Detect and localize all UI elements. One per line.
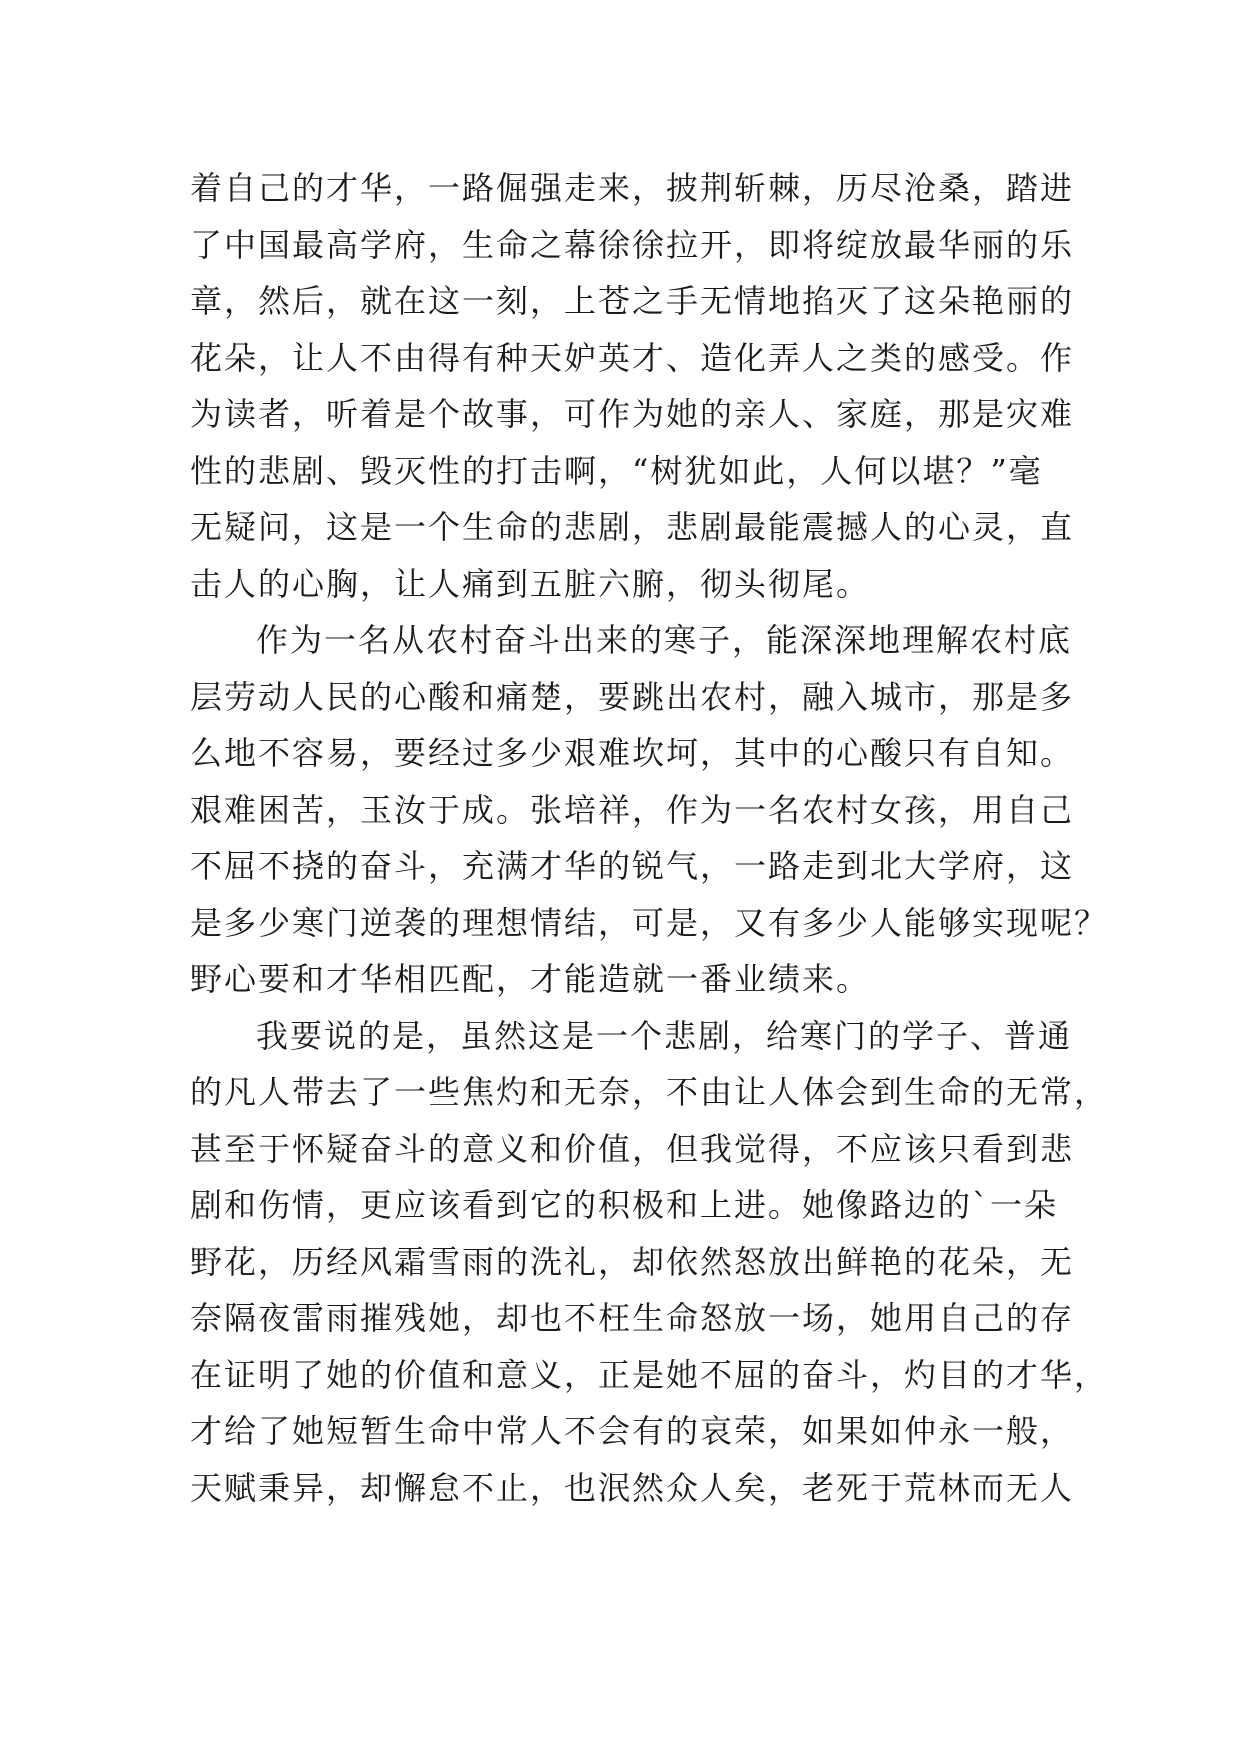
body-text bbox=[190, 160, 1109, 1516]
text-line: 是多少寒门逆袭的理想情结，可是，又有多少人能够实现呢？ bbox=[190, 903, 1109, 942]
text-line: 章，然后，就在这一刻，上苍之手无情地掐灭了这朵艳丽的 bbox=[190, 282, 1075, 320]
text-line: 艰难困苦，玉汝于成。张培祥，作为一名农村女孩，用自己 bbox=[190, 790, 1075, 829]
text-line: 的凡人带去了一些焦灼和无奈，不由让人体会到生命的无常， bbox=[190, 1073, 1109, 1111]
text-line: 么地不容易，要经过多少艰难坎坷，其中的心酸只有自知。 bbox=[190, 734, 1075, 772]
paragraph-start-line: 作为一名从农村奋斗出来的寒子，能深深地理解农村底 bbox=[256, 621, 1073, 659]
text-line: 无疑问，这是一个生命的悲剧，悲剧最能震撼人的心灵，直 bbox=[190, 508, 1075, 546]
text-line: 花朵，让人不由得有种天妒英才、造化弄人之类的感受。作 bbox=[190, 338, 1075, 377]
text-line: 甚至于怀疑奋斗的意义和价值，但我觉得，不应该只看到悲 bbox=[190, 1129, 1075, 1168]
text-line: 在证明了她的价值和意义，正是她不屈的奋斗，灼目的才华， bbox=[190, 1355, 1109, 1394]
text-line: 性的悲剧、毁灭性的打击啊，“树犹如此，人何以堪？”毫 bbox=[190, 451, 1043, 490]
text-line: 野心要和才华相匹配，才能造就一番业绩来。 bbox=[190, 960, 871, 998]
text-line: 奈隔夜雷雨摧残她，却也不枉生命怒放一场，她用自己的存 bbox=[190, 1299, 1075, 1337]
text-line: 剧和伤情，更应该看到它的积极和上进。她像路边的`一朵 bbox=[190, 1186, 1059, 1224]
text-line: 才给了她短暂生命中常人不会有的哀荣，如果如仲永一般， bbox=[190, 1412, 1075, 1450]
text-line: 了中国最高学府，生命之幕徐徐拉开，即将绽放最华丽的乐 bbox=[190, 225, 1075, 264]
text-line: 为读者，听着是个故事，可作为她的亲人、家庭，那是灾难 bbox=[190, 395, 1075, 433]
text-line: 不屈不挠的奋斗，充满才华的锐气，一路走到北大学府，这 bbox=[190, 847, 1075, 885]
text-line: 天赋秉异，却懈怠不止，也泯然众人矣，老死于荒林而无人 bbox=[190, 1468, 1075, 1507]
paragraph-start-line: 我要说的是，虽然这是一个悲剧，给寒门的学子、普通 bbox=[256, 1016, 1073, 1055]
text-line: 着自己的才华，一路倔强走来，披荆斩棘，历尽沧桑，踏进 bbox=[190, 169, 1075, 207]
text-line: 层劳动人民的心酸和痛楚，要跳出农村，融入城市，那是多 bbox=[190, 677, 1075, 716]
text-line: 击人的心胸，让人痛到五脏六腑，彻头彻尾。 bbox=[190, 564, 871, 603]
text-line: 野花，历经风霜雪雨的洗礼，却依然怒放出鲜艳的花朵，无 bbox=[190, 1242, 1075, 1281]
